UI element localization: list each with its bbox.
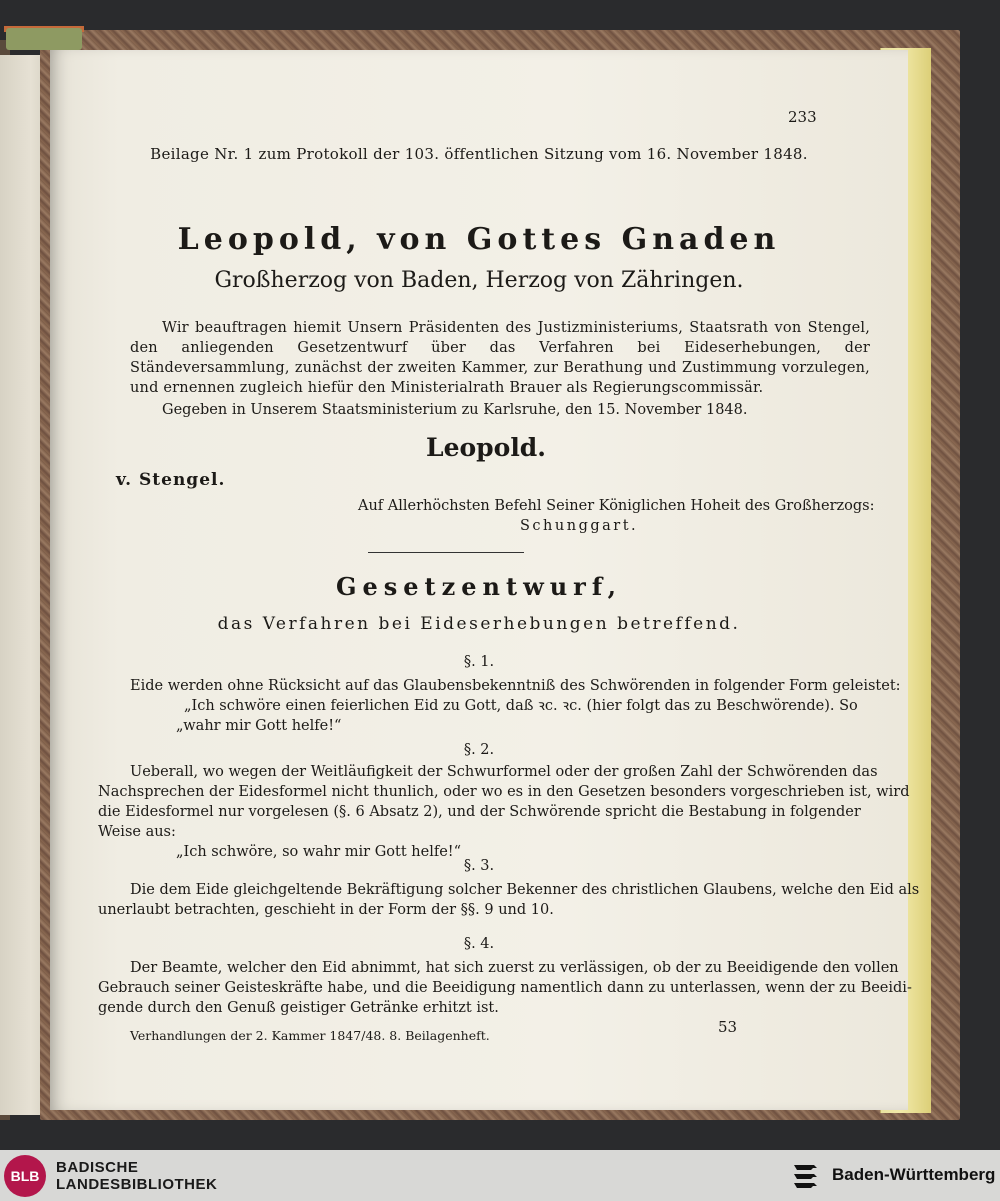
section-line: Gebrauch seiner Geisteskräfte habe, und die Beeidigung namentlich dann zu unterlassen, wenn der zu Beeidi- <box>98 980 912 996</box>
section-line: „Ich schwöre einen feierlichen Eid zu Gott, daß ꝛc. ꝛc. (hier folgt das zu Beschwörende). So <box>184 698 858 714</box>
section-heading: §. 3. <box>463 858 495 874</box>
intro-paragraph: Wir beauftragen hiemit Unsern Präsidenten des Justizministeriums, Staatsrath von Stengel, den anliegenden Gesetzentwurf über das Verfahren bei Eideserhebungen, der Ständeversammlung, zunächst der zweiten Kammer, zur Berathung und Zustimmung vorzulegen, und ernennen zugleich hiefür den Ministerialrath Brauer als Regierungscommissär. <box>130 320 870 396</box>
signature-number: 53 <box>718 1018 738 1036</box>
section-line: die Eidesformel nur vorgelesen (§. 6 Absatz 2), und der Schwörende spricht die Bestabung in folgender <box>98 804 861 820</box>
section-line: Eide werden ohne Rücksicht auf das Glaubensbekenntniß des Schwörenden in folgender Form geleistet: <box>130 678 901 694</box>
spine-label <box>6 28 82 50</box>
document-page <box>50 50 920 1110</box>
section-heading: §. 4. <box>463 936 495 952</box>
section-line: Der Beamte, welcher den Eid abnimmt, hat sich zuerst zu verlässigen, ob der zu Beeidigende den vollen <box>130 960 899 976</box>
section-line: unerlaubt betrachten, geschieht in der Form der §§. 9 und 10. <box>98 902 554 918</box>
section-line: Ueberall, wo wegen der Weitläufigkeit der Schwurformel oder der großen Zahl der Schwörenden das <box>130 764 878 780</box>
section-heading: §. 2. <box>463 742 495 758</box>
page-title: Leopold, von Gottes Gnaden <box>177 222 781 257</box>
divider <box>368 552 524 553</box>
section-line: Weise aus: <box>98 824 176 840</box>
library-name-line-1: BADISCHE <box>56 1159 139 1176</box>
three-lions-icon <box>790 1160 822 1192</box>
section-heading: §. 1. <box>463 654 495 670</box>
page-footer: Verhandlungen der 2. Kammer 1847/48. 8. Beilagenheft. <box>130 1028 490 1043</box>
library-name <box>56 1159 217 1193</box>
draft-subtitle: das Verfahren bei Eideserhebungen betreffend. <box>217 614 741 634</box>
viewer-footer <box>0 1150 1000 1201</box>
section-line: „wahr mir Gott helfe!“ <box>176 718 342 734</box>
signature: Leopold. <box>426 433 546 462</box>
page-subtitle: Großherzog von Baden, Herzog von Zähringen. <box>214 268 744 293</box>
order-line: Auf Allerhöchsten Befehl Seiner Königlichen Hoheit des Großherzogs: <box>358 498 875 514</box>
section-line: gende durch den Genuß geistiger Getränke erhitzt ist. <box>98 1000 499 1016</box>
library-name-line-2: LANDESBIBLIOTHEK <box>56 1176 218 1193</box>
state-name[interactable]: Baden-Württemberg <box>832 1165 996 1184</box>
section-line: „Ich schwöre, so wahr mir Gott helfe!“ <box>176 844 462 860</box>
given-line: Gegeben in Unserem Staatsministerium zu Karlsruhe, den 15. November 1848. <box>162 402 748 418</box>
blb-logo[interactable]: BLB <box>4 1155 46 1197</box>
section-line: Nachsprechen der Eidesformel nicht thunlich, oder wo es in den Gesetzen besonders vorgeschrieben ist, wird <box>98 784 910 800</box>
header-line: Beilage Nr. 1 zum Protokoll der 103. öffentlichen Sitzung vom 16. November 1848. <box>150 145 808 163</box>
secretary: Schunggart. <box>520 518 639 534</box>
draft-title: Gesetzentwurf, <box>336 572 622 601</box>
page-number: 233 <box>788 108 817 126</box>
section-line: Die dem Eide gleichgeltende Bekräftigung solcher Bekenner des christlichen Glaubens, welche den Eid als <box>130 882 920 898</box>
countersign: v. Stengel. <box>116 470 226 490</box>
